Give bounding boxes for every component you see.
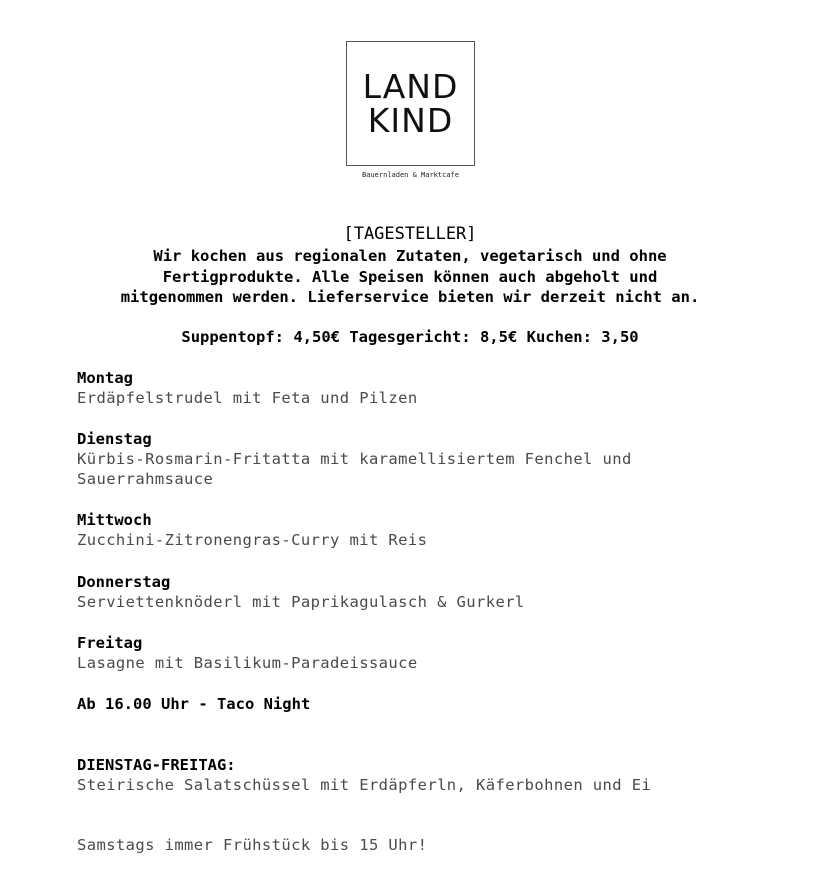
page-title: [TAGESTELLER] (343, 224, 477, 244)
day-dish: Lasagne mit Basilikum-Paradeissauce (77, 654, 418, 672)
intro-line: mitgenommen werden. Lieferservice bieten wir derzeit nicht an. (120, 288, 700, 306)
taco-night: Ab 16.00 Uhr - Taco Night (77, 695, 311, 713)
logo-subtitle: Bauernladen & Marktcafe (362, 171, 459, 179)
day-monday (77, 368, 777, 408)
intro-line: Wir kochen aus regionalen Zutaten, vegetarisch und ohne (153, 247, 667, 265)
day-friday (77, 633, 777, 673)
logo-line-1: LAND (362, 66, 459, 106)
day-dish: Erdäpfelstrudel mit Feta und Pilzen (77, 389, 418, 407)
day-dish: Sauerrahmsauce (77, 470, 214, 488)
intro-text (60, 246, 760, 308)
logo-line-2: KIND (367, 100, 454, 140)
day-thursday (77, 572, 777, 612)
saturday-note: Samstags immer Frühstück bis 15 Uhr! (77, 836, 428, 854)
tue-fri-dish: Steirische Salatschüssel mit Erdäpferln, Käferbohnen und Ei (77, 776, 652, 794)
day-name: Donnerstag (77, 573, 171, 591)
price-list: Suppentopf: 4,50€ Tagesgericht: 8,5€ Kuchen: 3,50 (181, 328, 639, 346)
day-dish: Kürbis-Rosmarin-Fritatta mit karamellisiertem Fenchel und (77, 450, 632, 468)
logo (346, 41, 475, 166)
day-name: Montag (77, 369, 133, 387)
day-dish: Zucchini-Zitronengras-Curry mit Reis (77, 531, 428, 549)
intro-line: Fertigprodukte. Alle Speisen können auch abgeholt und (162, 267, 658, 286)
day-name: Dienstag (77, 430, 152, 448)
day-name: Mittwoch (77, 511, 152, 529)
tue-fri-label: DIENSTAG-FREITAG: (77, 756, 236, 774)
day-wednesday (77, 510, 777, 550)
day-dish: Serviettenknöderl mit Paprikagulasch & Gurkerl (77, 593, 525, 611)
day-name: Freitag (77, 634, 143, 652)
day-tuesday (77, 429, 777, 489)
